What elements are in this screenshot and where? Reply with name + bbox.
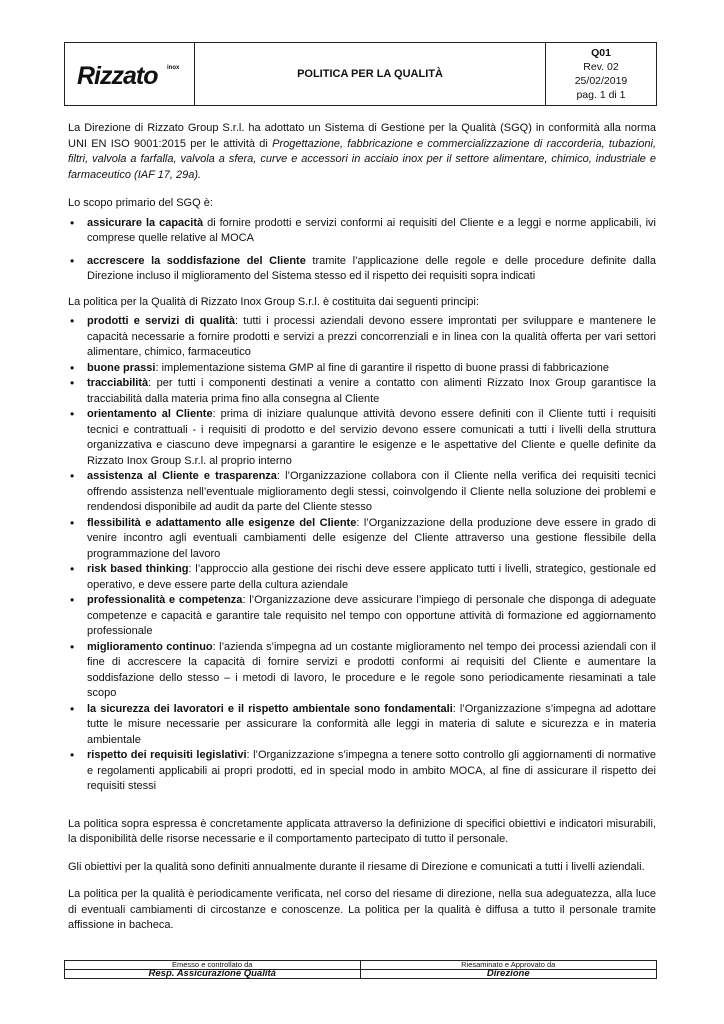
document-date: 25/02/2019 xyxy=(574,75,628,87)
closing-paragraph: Gli obiettivi per la qualità sono definiti annualmente durante il riesame di Direzione e comunicati a tutti i livelli aziendali. xyxy=(68,860,645,873)
principles-lead: La politica per la Qualità di Rizzato Inox Group S.r.l. è costituita dai seguenti principi: xyxy=(68,295,479,308)
principle-item: • assistenza al Cliente e trasparenza: l’Organizzazione collabora con il Cliente nella verifica dei requisiti tecnici offrendo assistenza nell’eventuale miglioramento degli stessi, coinvolgendo il Cliente nella soluzione dei problemi e rendendosi disponibile ad audit da parte del Cliente stesso xyxy=(68,469,656,516)
scope-item: • accrescere la soddisfazione del Cliente tramite l’applicazione delle regole e delle procedure definite dalla Direzione incluso il miglioramento del Sistema stesso ed il rispetto dei requisiti sopra indicati xyxy=(68,254,656,285)
approved-by-value: Direzione xyxy=(486,968,530,979)
principle-item: • risk based thinking: l’approccio alla gestione dei rischi deve essere applicato tutti i livelli, strategico, gestionale ed operativo, e deve essere parte della cultura aziendale xyxy=(68,562,656,593)
intro-paragraph: La Direzione di Rizzato Group S.r.l. ha adottato un Sistema di Gestione per la Qualità (SGQ) in conformità alla norma UNI EN ISO 9001:2015 per le attività di Progettazione, fabbricazione e commercializzazione di raccorderia, tubazioni, filtri, valvola a farfalla, valvola a sfera, curve e accessori in acciaio inox per il settore alimentare, chimico, industriale e farmaceutico (IAF 17, 29a). xyxy=(68,122,656,181)
document-meta xyxy=(546,43,656,105)
principle-item: • miglioramento continuo: l’azienda s’impegna ad un costante miglioramento nel tempo dei processi aziendali con il fine di accrescere la capacità di fornire servizi e prodotti conformi ai requisiti del Cliente e aumentare la soddisfazione dello stesso – i metodi di lavoro, le procedure e le regole sono periodicamente riesaminati a tale scopo xyxy=(68,640,656,702)
principle-item: • tracciabilità: per tutti i componenti destinati a venire a contatto con alimenti Rizzato Inox Group garantisce la tracciabilità dalla materia prima fino alla consegna al Cliente xyxy=(68,376,656,407)
principle-item: • flessibilità e adattamento alle esigenze del Cliente: l’Organizzazione della produzione deve essere in grado di venire incontro agli eventuali cambiamenti delle esigenze del Cliente attraverso una gestione flessibile della programmazione del lavoro xyxy=(68,516,656,563)
closing-paragraph: La politica sopra espressa è concretamente applicata attraverso la definizione di specifici obiettivi e indicatori misurabili, la disponibilità delle risorse necessarie e il comportamento partecipato di tutto il personale. xyxy=(68,817,656,845)
rizzato-logo xyxy=(75,57,187,93)
closing-paragraph: La politica per la qualità è periodicamente verificata, nel corso del riesame di direzione, nella sua adeguatezza, alla luce di eventuali cambiamenti di circostanze e conoscenze. La politica per la qualità è diffusa a tutto il personale tramite affissione in bacheca. xyxy=(68,888,656,931)
principles-list xyxy=(68,314,656,795)
approval-footer xyxy=(64,960,657,979)
principle-item: • rispetto dei requisiti legislativi: l’Organizzazione s’impegna a tenere sotto controllo gli aggiornamenti di normative e regolamenti applicabili ai propri prodotti, ed in special modo in ambito MOCA, al fine di assicurare il rispetto dei requisiti stessi xyxy=(68,748,656,795)
principle-item: • prodotti e servizi di qualità: tutti i processi aziendali devono essere improntati per sviluppare e mantenere le capacità necessarie a fornire prodotti e servizi a prezzi concorrenziali e in linea con la qualità offerta per vari settori alimentare, chimico, farmaceutico xyxy=(68,314,656,361)
document-code: Q01 xyxy=(591,47,611,59)
approved-by-cell xyxy=(361,961,657,978)
document-header xyxy=(64,42,657,106)
svg-text:Rizzato: Rizzato xyxy=(77,62,158,90)
principle-item: • la sicurezza dei lavoratori e il rispetto ambientale sono fondamentali: l’Organizzazione s’impegna ad adottare tutte le misure necessarie per assicurare la conformità alle leggi in materia di salute e sicurezza e in materia ambientale xyxy=(68,702,656,749)
scope-lead: Lo scopo primario del SGQ è: xyxy=(68,197,213,209)
document-title: POLITICA PER LA QUALITÀ xyxy=(195,43,546,105)
approved-by-label: Riesaminato e Approvato da xyxy=(461,960,556,969)
svg-text:inox: inox xyxy=(167,65,180,71)
document-body xyxy=(68,121,656,934)
principle-item: • professionalità e competenza: l’Organizzazione deve assicurare l’impiego di personale che disponga di adeguate competenze e capacità e garantire tale requisito nel tempo con opportune attività di formazione ed aggiornamento professionale xyxy=(68,593,656,640)
scope-item: • assicurare la capacità di fornire prodotti e servizi conformi ai requisiti del Cliente e a leggi e norme applicabili, ivi comprese quelle relative al MOCA xyxy=(68,216,656,247)
issued-by-value: Resp. Assicurazione Qualità xyxy=(148,968,276,979)
principle-item: • buone prassi: implementazione sistema GMP al fine di garantire il rispetto di buone prassi di fabbricazione xyxy=(68,361,656,377)
logo-cell xyxy=(65,43,195,105)
principle-item: • orientamento al Cliente: prima di iniziare qualunque attività devono essere definiti con il Cliente tutti i requisiti tecnici e contrattuali - i requisiti di prodotto e del servizio devono essere comunicati a tutti i livelli della struttura organizzativa e ciascuno deve impegnarsi a garantire le esigenze e le aspettative del Cliente e quelle definite da Rizzato Inox Group S.r.l. al proprio interno xyxy=(68,407,656,469)
document-revision: Rev. 02 xyxy=(583,61,619,73)
scope-list xyxy=(68,216,656,285)
document-page: pag. 1 di 1 xyxy=(576,89,626,101)
issued-by-cell xyxy=(65,961,361,978)
issued-by-label: Emesso e controllato da xyxy=(172,960,253,969)
